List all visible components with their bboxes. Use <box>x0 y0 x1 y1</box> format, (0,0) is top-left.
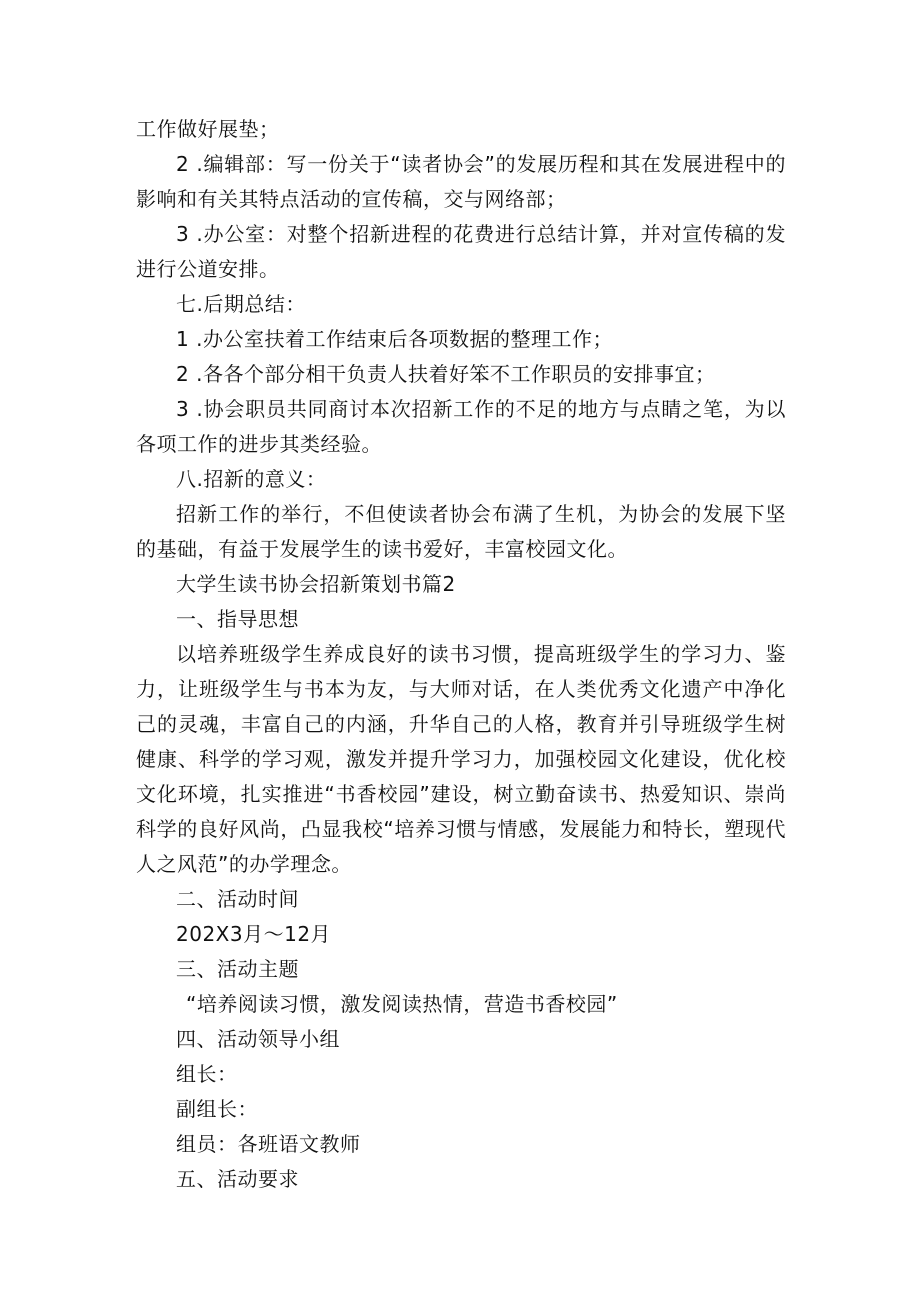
text-line: 健康、科学的学习观，激发并提升学习力，加强校园文化建设，优化校 <box>136 747 786 771</box>
text-line: 1 .办公室扶着工作结束后各项数据的整理工作； <box>176 327 613 351</box>
text-line: 3 .办公室：对整个招新进程的花费进行总结计算，并对宣传稿的发 <box>176 222 786 246</box>
section-heading: 八.招新的意义： <box>176 467 327 491</box>
text-line: 3 .协会职员共同商讨本次招新工作的不足的地方与点睛之笔，为以 <box>176 397 786 421</box>
text-line: 人之风范”的办学理念。 <box>136 852 352 876</box>
text-line: 组员：各班语文教师 <box>176 1132 361 1156</box>
section-heading: 七.后期总结： <box>176 292 306 316</box>
text-line: 工作做好展垫； <box>136 117 280 141</box>
section-heading: 二、活动时间 <box>176 887 299 911</box>
section-heading: 五、活动要求 <box>176 1167 299 1191</box>
section-heading: 一、指导思想 <box>176 607 299 631</box>
text-line: 招新工作的举行，不但使读者协会布满了生机，为协会的发展下坚 <box>176 502 786 526</box>
text-line: 影响和有关其特点活动的宣传稿，交与网络部； <box>136 187 567 211</box>
text-line: 的基础，有益于发展学生的读书爱好，丰富校园文化。 <box>136 537 628 561</box>
text-line: 以培养班级学生养成良好的读书习惯，提高班级学生的学习力、鉴 <box>176 642 786 666</box>
text-line: 进行公道安排。 <box>136 257 280 281</box>
text-line: 2 .编辑部：写一份关于“读者协会”的发展历程和其在发展进程中的 <box>176 152 786 176</box>
text-line: 文化环境，扎实推进“书香校园”建设，树立勤奋读书、热爱知识、崇尚 <box>136 782 786 806</box>
text-line: 2 .各各个部分相干负责人扶着好笨不工作职员的安排事宜； <box>176 362 716 386</box>
text-line: 202X3月～12月 <box>176 922 332 946</box>
text-line: 组长： <box>176 1062 238 1086</box>
text-line: 己的灵魂，丰富自己的内涵，升华自己的人格，教育并引导班级学生树 <box>136 712 786 736</box>
section-heading: 四、活动领导小组 <box>176 1027 340 1051</box>
text-line: 副组长： <box>176 1097 258 1121</box>
text-line: 力，让班级学生与书本为友，与大师对话，在人类优秀文化遗产中净化 <box>136 677 786 701</box>
text-line: 各项工作的进步其类经验。 <box>136 432 382 456</box>
section-heading: 三、活动主题 <box>176 957 299 981</box>
text-line: “培养阅读习惯，激发阅读热情，营造书香校园” <box>186 992 618 1016</box>
document-title: 大学生读书协会招新策划书篇2 <box>176 572 456 596</box>
text-line: 科学的良好风尚，凸显我校“培养习惯与情感，发展能力和特长，塑现代 <box>136 817 786 841</box>
